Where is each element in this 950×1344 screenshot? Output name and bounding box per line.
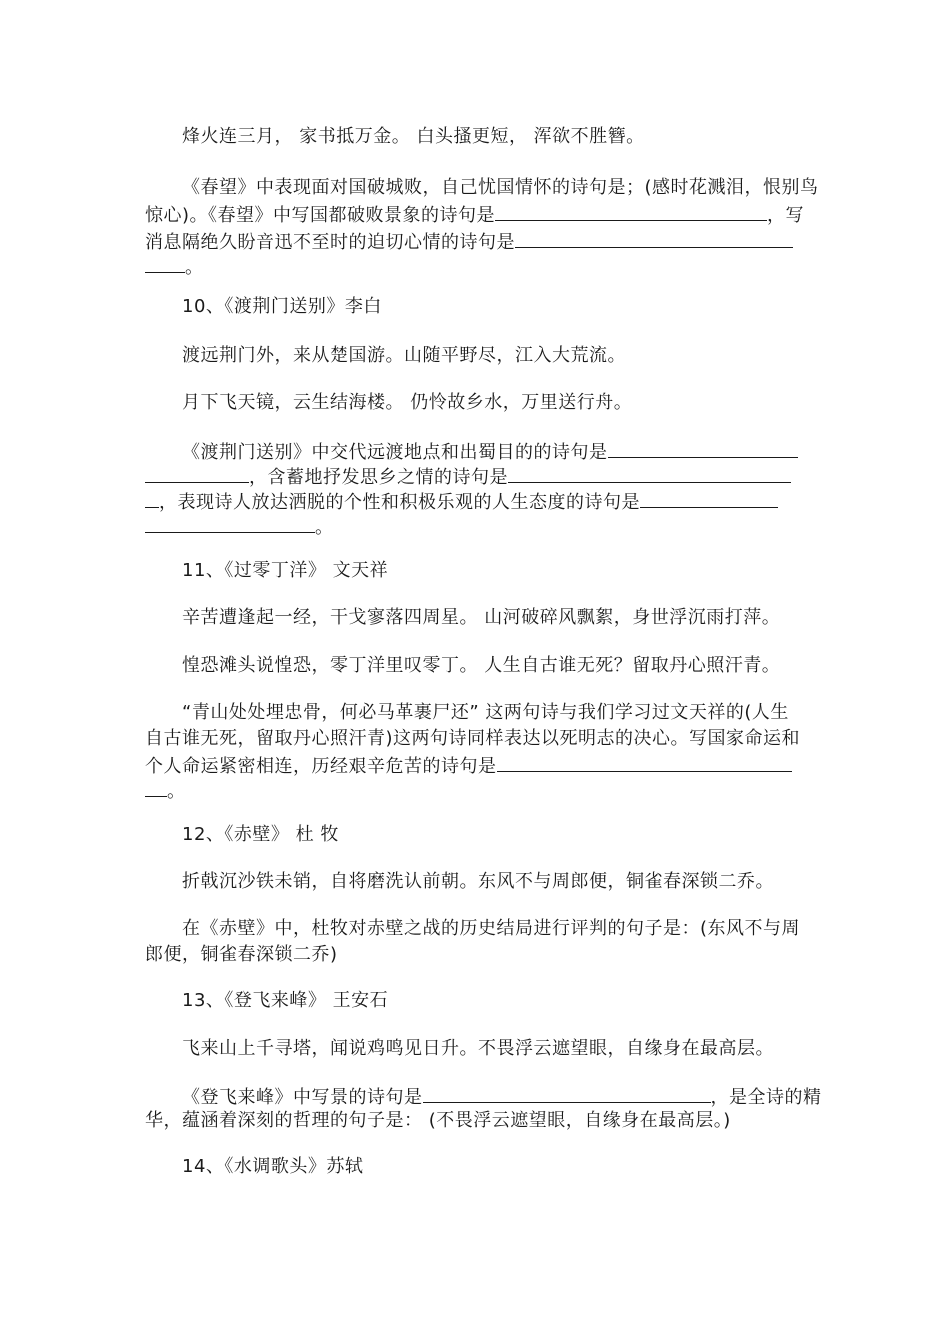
question-dujingmen-line-1: 《渡荆门送别》中交代远渡地点和出蜀目的的诗句是: [182, 438, 810, 465]
heading-14: 14、《水调歌头》苏轼: [182, 1156, 364, 1177]
question-dujingmen-line-3: ，表现诗人放达洒脱的个性和积极乐观的人生态度的诗句是: [145, 488, 810, 515]
poem-line-dujingmen-2: 月下飞天镜，云生结海楼。 仍怜故乡水，万里送行舟。: [182, 392, 633, 413]
answer-blank[interactable]: [145, 488, 159, 508]
poem-line-dujingmen-1: 渡远荆门外，来从楚国游。山随平野尽，江入大荒流。: [182, 345, 626, 366]
question-linding-line-2: 自古谁无死，留取丹心照汗青)这两句诗同样表达以死明志的决心。写国家命运和: [145, 728, 801, 749]
question-dujingmen-line-4: 。: [145, 513, 810, 540]
poem-line-linding-2: 惶恐滩头说惶恐，零丁洋里叹零丁。 人生自古谁无死？留取丹心照汗青。: [182, 655, 781, 676]
answer-blank[interactable]: [495, 201, 767, 221]
heading-10: 10、《渡荆门送别》李白: [182, 296, 382, 317]
answer-blank[interactable]: [423, 1083, 711, 1103]
question-chunwang-line-1: 《春望》中表现面对国破城败，自己忧国情怀的诗句是；(感时花溅泪，恨别鸟: [182, 177, 819, 198]
answer-blank[interactable]: [145, 513, 315, 533]
question-chibi-line-2: 郎便，铜雀春深锁二乔): [145, 944, 338, 965]
poem-line-chunwang: 烽火连三月， 家书抵万金。 白头搔更短， 浑欲不胜簪。: [182, 126, 645, 147]
poem-line-feilaifeng: 飞来山上千寻塔，闻说鸡鸣见日升。不畏浮云遮望眼，自缘身在最高层。: [182, 1038, 774, 1059]
poem-line-chibi: 折戟沉沙铁未销，自将磨洗认前朝。东风不与周郎便，铜雀春深锁二乔。: [182, 871, 774, 892]
heading-12: 12、《赤壁》 杜 牧: [182, 824, 339, 845]
question-linding-line-3: 个人命运紧密相连，历经艰辛危苦的诗句是: [145, 752, 810, 779]
answer-blank[interactable]: [608, 438, 798, 458]
heading-13: 13、《登飞来峰》 王安石: [182, 990, 389, 1011]
poem-line-linding-1: 辛苦遭逢起一经，干戈寥落四周星。 山河破碎风飘絮，身世浮沉雨打萍。: [182, 607, 781, 628]
answer-blank[interactable]: [515, 228, 793, 248]
question-feilaifeng-line-2: 华，蕴涵着深刻的哲理的句子是： (不畏浮云遮望眼，自缘身在最高层。): [145, 1110, 731, 1131]
heading-11: 11、《过零丁洋》 文天祥: [182, 560, 389, 581]
answer-blank[interactable]: [145, 777, 167, 797]
answer-blank[interactable]: [145, 463, 249, 483]
question-chunwang-line-3: 消息隔绝久盼音迅不至时的迫切心情的诗句是: [145, 228, 810, 255]
answer-blank[interactable]: [640, 488, 778, 508]
answer-blank[interactable]: [508, 463, 791, 483]
question-chunwang-line-4: 。: [145, 253, 810, 280]
question-chibi-line-1: 在《赤壁》中，杜牧对赤壁之战的历史结局进行评判的句子是：(东风不与周: [182, 918, 801, 939]
answer-blank[interactable]: [145, 253, 185, 273]
question-dujingmen-line-2: ，含蓄地抒发思乡之情的诗句是: [145, 463, 810, 490]
question-linding-line-4: 。: [145, 777, 810, 804]
answer-blank[interactable]: [497, 752, 792, 772]
question-linding-line-1: “青山处处埋忠骨，何必马革裹尸还” 这两句诗与我们学习过文天祥的(人生: [182, 702, 789, 723]
question-chunwang-line-2: 惊心)。《春望》中写国都破败景象的诗句是 ，写: [145, 201, 810, 228]
question-feilaifeng-line-1: 《登飞来峰》中写景的诗句是 ，是全诗的精: [182, 1083, 810, 1110]
